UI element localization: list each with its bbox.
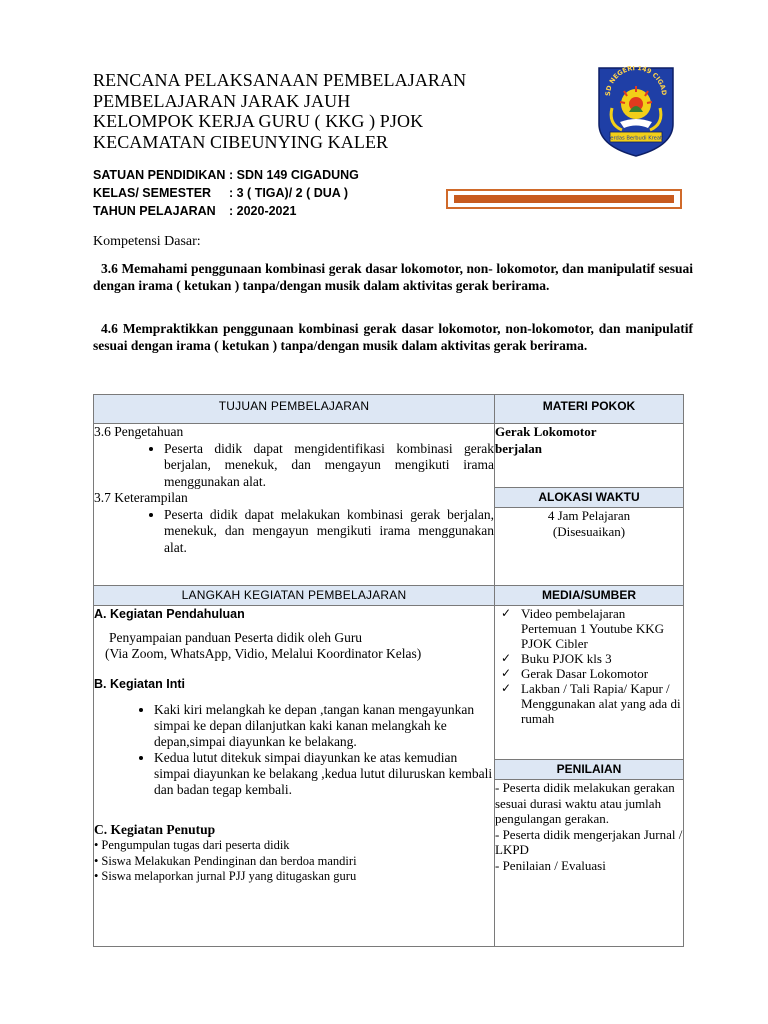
penilaian-line-2: - Peserta didik mengerjakan Jurnal / LKPD bbox=[495, 826, 683, 857]
tujuan-item-2: • Peserta didik dapat melakukan kombinasi gerak berjalan, menekuk, dan mengayun mengikuti irama menggunakan alat. bbox=[164, 507, 494, 557]
penutup-item-2: • Siswa Melakukan Pendinginan dan berdoa mandiri bbox=[94, 854, 494, 870]
kompetensi-kd2: 4.6 Mempraktikkan penggunaan kombinasi gerak dasar lokomotor, non-lokomotor, dan manipulatif sesuai dengan irama ( ketukan ) tanpa/dengan musik dalam aktivitas gerak berirama. bbox=[93, 321, 693, 353]
kegiatan-penutup-list bbox=[94, 838, 494, 885]
kompetensi-kd1: 3.6 Memahami penggunaan kombinasi gerak dasar lokomotor, non- lokomotor, dan manipulatif sesuai dengan irama ( ketukan ) tanpa/dengan musik dalam aktivitas gerak berirama. bbox=[93, 261, 693, 293]
header-line-3: KELOMPOK KERJA GURU ( KKG ) PJOK bbox=[93, 111, 424, 131]
kegiatan-inti-title: B. Kegiatan Inti bbox=[94, 677, 185, 691]
header-langkah: LANGKAH KEGIATAN PEMBELAJARAN bbox=[94, 586, 495, 606]
kegiatan-pendahuluan-title: A. Kegiatan Pendahuluan bbox=[94, 607, 245, 621]
lesson-plan-table bbox=[93, 394, 684, 947]
media-item: ✓ Video pembelajaran Pertemuan 1 Youtube KKG PJOK Cibler bbox=[501, 606, 664, 651]
info-row bbox=[93, 184, 359, 202]
info-value: : SDN 149 CIGADUNG bbox=[229, 168, 359, 182]
tujuan-cell bbox=[94, 424, 495, 586]
tujuan-list-1 bbox=[94, 441, 494, 491]
media-cell bbox=[495, 606, 684, 760]
highlight-bar bbox=[454, 195, 674, 203]
header-tujuan: TUJUAN PEMBELAJARAN bbox=[94, 395, 495, 424]
alokasi-line-1: 4 Jam Pelajaran bbox=[547, 508, 631, 523]
materi-line-2: berjalan bbox=[495, 440, 542, 456]
inti-item-1: • Kaki kiri melangkah ke depan ,tangan kanan mengayunkan simpai ke depan dilanjutkan kaki kanan melangkah ke depan,simpai diayunkan ke belakang. bbox=[154, 702, 494, 750]
header-alokasi: ALOKASI WAKTU bbox=[495, 488, 684, 508]
header-line-4: KECAMATAN CIBEUNYING KALER bbox=[93, 131, 389, 152]
info-key: KELAS/ SEMESTER bbox=[93, 186, 212, 200]
penilaian-line-1: - Peserta didik melakukan gerakan sesuai durasi waktu atau jumlah pengulangan gerakan. bbox=[495, 780, 675, 826]
alokasi-line-2: (Disesuaikan) bbox=[552, 523, 626, 539]
header-media: MEDIA/SUMBER bbox=[495, 586, 684, 606]
pendahuluan-line-1: Penyampaian panduan Peserta didik oleh Guru bbox=[109, 630, 363, 645]
header-line-2: PEMBELAJARAN JARAK JAUH bbox=[93, 90, 351, 111]
info-value: : 3 ( TIGA)/ 2 ( DUA ) bbox=[229, 186, 348, 200]
kegiatan-penutup-title: C. Kegiatan Penutup bbox=[94, 822, 216, 837]
tujuan-sub2: 3.7 Keterampilan bbox=[94, 490, 188, 505]
tujuan-item-1: • Peserta didik dapat mengidentifikasi kombinasi gerak berjalan, menekuk, dan mengayun mengikuti irama menggunakan alat. bbox=[164, 441, 494, 491]
kegiatan-inti-list bbox=[94, 702, 494, 798]
penutup-item-1: • Pengumpulan tugas dari peserta didik bbox=[94, 838, 494, 854]
materi-line-1: Gerak Lokomotor bbox=[495, 424, 597, 439]
info-key: SATUAN PENDIDIKAN bbox=[93, 168, 226, 182]
info-row bbox=[93, 166, 359, 184]
alokasi-cell bbox=[495, 508, 684, 586]
check-icon: ✓ bbox=[501, 606, 512, 620]
tujuan-list-2 bbox=[94, 507, 494, 557]
logo-motto: Cerdas Berbudi Kreatif bbox=[606, 135, 666, 142]
pendahuluan-line-2: (Via Zoom, WhatsApp, Vidio, Melalui Koordinator Kelas) bbox=[105, 646, 422, 661]
penilaian-cell bbox=[495, 780, 684, 947]
logo-arc-text: SD NEGERI 149 CIGAD bbox=[603, 66, 669, 97]
check-icon: ✓ bbox=[501, 651, 512, 665]
header-penilaian: PENILAIAN bbox=[495, 760, 684, 780]
materi-cell bbox=[495, 424, 684, 488]
media-item: ✓ Lakban / Tali Rapia/ Kapur / Menggunakan alat yang ada di rumah bbox=[501, 681, 681, 726]
inti-item-2: • Kedua lutut ditekuk simpai diayunkan ke atas kemudian simpai diayunkan ke belakang ,kedua lutut diluruskan kembali dan badan tegap kembali. bbox=[154, 750, 494, 798]
school-info bbox=[93, 166, 359, 220]
media-list bbox=[495, 606, 683, 726]
media-item: ✓ Gerak Dasar Lokomotor bbox=[501, 666, 649, 681]
highlight-box bbox=[446, 189, 682, 209]
kompetensi-title: Kompetensi Dasar: bbox=[93, 234, 201, 249]
info-row bbox=[93, 202, 359, 220]
check-icon: ✓ bbox=[501, 666, 512, 680]
document-header bbox=[93, 70, 573, 152]
school-logo bbox=[596, 66, 676, 158]
penutup-item-3: • Siswa melaporkan jurnal PJJ yang ditugaskan guru bbox=[94, 869, 494, 885]
info-key: TAHUN PELAJARAN bbox=[93, 204, 216, 218]
penilaian-line-3: - Penilaian / Evaluasi bbox=[495, 857, 606, 873]
media-item: ✓ Buku PJOK kls 3 bbox=[501, 651, 612, 666]
tujuan-sub1: 3.6 Pengetahuan bbox=[94, 424, 184, 439]
check-icon: ✓ bbox=[501, 681, 512, 695]
header-materi: MATERI POKOK bbox=[495, 395, 684, 424]
info-value: : 2020-2021 bbox=[229, 204, 297, 218]
langkah-cell bbox=[94, 606, 495, 947]
header-line-1: RENCANA PELAKSANAAN PEMBELAJARAN bbox=[93, 70, 467, 90]
